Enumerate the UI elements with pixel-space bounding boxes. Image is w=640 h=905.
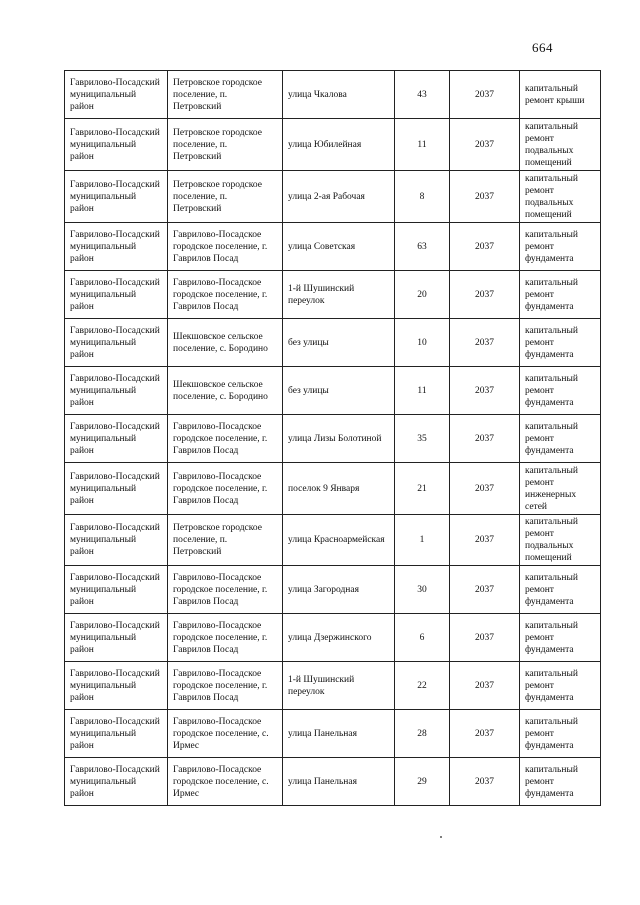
settlement-cell: Петровское городское поселение, п. Петровский <box>168 71 283 119</box>
house-number-cell: 35 <box>395 415 450 463</box>
year-cell: 2037 <box>450 662 520 710</box>
year-cell: 2037 <box>450 566 520 614</box>
work-type-cell: капитальный ремонт фундамента <box>520 271 601 319</box>
street-cell: улица Панельная <box>283 758 395 806</box>
district-cell: Гаврилово-Посадский муниципальный район <box>65 119 168 171</box>
house-number-cell: 10 <box>395 319 450 367</box>
table-row <box>65 662 601 710</box>
table-row <box>65 415 601 463</box>
table-row <box>65 515 601 566</box>
district-cell: Гаврилово-Посадский муниципальный район <box>65 271 168 319</box>
work-type-cell: капитальный ремонт фундамента <box>520 614 601 662</box>
district-cell: Гаврилово-Посадский муниципальный район <box>65 662 168 710</box>
year-cell: 2037 <box>450 515 520 566</box>
district-cell: Гаврилово-Посадский муниципальный район <box>65 566 168 614</box>
year-cell: 2037 <box>450 415 520 463</box>
street-cell: 1-й Шушинский переулок <box>283 662 395 710</box>
street-cell: улица Красноармейская <box>283 515 395 566</box>
table-row <box>65 367 601 415</box>
work-type-cell: капитальный ремонт фундамента <box>520 319 601 367</box>
house-number-cell: 43 <box>395 71 450 119</box>
settlement-cell: Гаврилово-Посадское городское поселение, г. Гаврилов Посад <box>168 271 283 319</box>
table-row <box>65 271 601 319</box>
street-cell: поселок 9 Января <box>283 463 395 515</box>
settlement-cell: Петровское городское поселение, п. Петровский <box>168 171 283 223</box>
settlement-cell: Гаврилово-Посадское городское поселение, г. Гаврилов Посад <box>168 223 283 271</box>
street-cell: улица 2-ая Рабочая <box>283 171 395 223</box>
street-cell: улица Дзержинского <box>283 614 395 662</box>
street-cell: улица Панельная <box>283 710 395 758</box>
settlement-cell: Гаврилово-Посадское городское поселение, г. Гаврилов Посад <box>168 463 283 515</box>
house-number-cell: 21 <box>395 463 450 515</box>
house-number-cell: 63 <box>395 223 450 271</box>
district-cell: Гаврилово-Посадский муниципальный район <box>65 223 168 271</box>
year-cell: 2037 <box>450 367 520 415</box>
street-cell: без улицы <box>283 367 395 415</box>
house-number-cell: 30 <box>395 566 450 614</box>
settlement-cell: Шекшовское сельское поселение, с. Бородино <box>168 319 283 367</box>
year-cell: 2037 <box>450 119 520 171</box>
district-cell: Гаврилово-Посадский муниципальный район <box>65 319 168 367</box>
district-cell: Гаврилово-Посадский муниципальный район <box>65 71 168 119</box>
table-row <box>65 171 601 223</box>
work-type-cell: капитальный ремонт крыши <box>520 71 601 119</box>
work-type-cell: капитальный ремонт фундамента <box>520 415 601 463</box>
work-type-cell: капитальный ремонт инженерных сетей <box>520 463 601 515</box>
district-cell: Гаврилово-Посадский муниципальный район <box>65 171 168 223</box>
street-cell: улица Юбилейная <box>283 119 395 171</box>
table-row <box>65 710 601 758</box>
table-row <box>65 614 601 662</box>
work-type-cell: капитальный ремонт подвальных помещений <box>520 515 601 566</box>
work-type-cell: капитальный ремонт фундамента <box>520 662 601 710</box>
street-cell: без улицы <box>283 319 395 367</box>
table-row <box>65 71 601 119</box>
work-type-cell: капитальный ремонт фундамента <box>520 710 601 758</box>
year-cell: 2037 <box>450 71 520 119</box>
year-cell: 2037 <box>450 223 520 271</box>
settlement-cell: Гаврилово-Посадское городское поселение, с. Ирмес <box>168 710 283 758</box>
page-number: 664 <box>532 40 553 55</box>
settlement-cell: Гаврилово-Посадское городское поселение, г. Гаврилов Посад <box>168 662 283 710</box>
scan-speck <box>440 836 442 838</box>
work-type-cell: капитальный ремонт подвальных помещений <box>520 171 601 223</box>
table-row <box>65 758 601 806</box>
settlement-cell: Петровское городское поселение, п. Петровский <box>168 119 283 171</box>
table-row <box>65 463 601 515</box>
district-cell: Гаврилово-Посадский муниципальный район <box>65 758 168 806</box>
district-cell: Гаврилово-Посадский муниципальный район <box>65 515 168 566</box>
street-cell: улица Загородная <box>283 566 395 614</box>
house-number-cell: 8 <box>395 171 450 223</box>
house-number-cell: 22 <box>395 662 450 710</box>
work-type-cell: капитальный ремонт фундамента <box>520 367 601 415</box>
table-row <box>65 223 601 271</box>
work-type-cell: капитальный ремонт фундамента <box>520 223 601 271</box>
district-cell: Гаврилово-Посадский муниципальный район <box>65 614 168 662</box>
district-cell: Гаврилово-Посадский муниципальный район <box>65 710 168 758</box>
work-type-cell: капитальный ремонт подвальных помещений <box>520 119 601 171</box>
year-cell: 2037 <box>450 271 520 319</box>
district-cell: Гаврилово-Посадский муниципальный район <box>65 463 168 515</box>
house-number-cell: 11 <box>395 367 450 415</box>
house-number-cell: 28 <box>395 710 450 758</box>
year-cell: 2037 <box>450 710 520 758</box>
settlement-cell: Гаврилово-Посадское городское поселение, с. Ирмес <box>168 758 283 806</box>
year-cell: 2037 <box>450 319 520 367</box>
street-cell: улица Чкалова <box>283 71 395 119</box>
street-cell: 1-й Шушинский переулок <box>283 271 395 319</box>
repair-schedule-table <box>64 70 601 806</box>
settlement-cell: Петровское городское поселение, п. Петровский <box>168 515 283 566</box>
settlement-cell: Шекшовское сельское поселение, с. Бородино <box>168 367 283 415</box>
settlement-cell: Гаврилово-Посадское городское поселение, г. Гаврилов Посад <box>168 415 283 463</box>
settlement-cell: Гаврилово-Посадское городское поселение, г. Гаврилов Посад <box>168 614 283 662</box>
house-number-cell: 6 <box>395 614 450 662</box>
work-type-cell: капитальный ремонт фундамента <box>520 566 601 614</box>
table-row <box>65 319 601 367</box>
settlement-cell: Гаврилово-Посадское городское поселение, г. Гаврилов Посад <box>168 566 283 614</box>
house-number-cell: 11 <box>395 119 450 171</box>
year-cell: 2037 <box>450 758 520 806</box>
house-number-cell: 29 <box>395 758 450 806</box>
street-cell: улица Советская <box>283 223 395 271</box>
year-cell: 2037 <box>450 614 520 662</box>
table-row <box>65 119 601 171</box>
work-type-cell: капитальный ремонт фундамента <box>520 758 601 806</box>
house-number-cell: 1 <box>395 515 450 566</box>
district-cell: Гаврилово-Посадский муниципальный район <box>65 367 168 415</box>
house-number-cell: 20 <box>395 271 450 319</box>
district-cell: Гаврилово-Посадский муниципальный район <box>65 415 168 463</box>
street-cell: улица Лизы Болотиной <box>283 415 395 463</box>
table-row <box>65 566 601 614</box>
year-cell: 2037 <box>450 171 520 223</box>
year-cell: 2037 <box>450 463 520 515</box>
